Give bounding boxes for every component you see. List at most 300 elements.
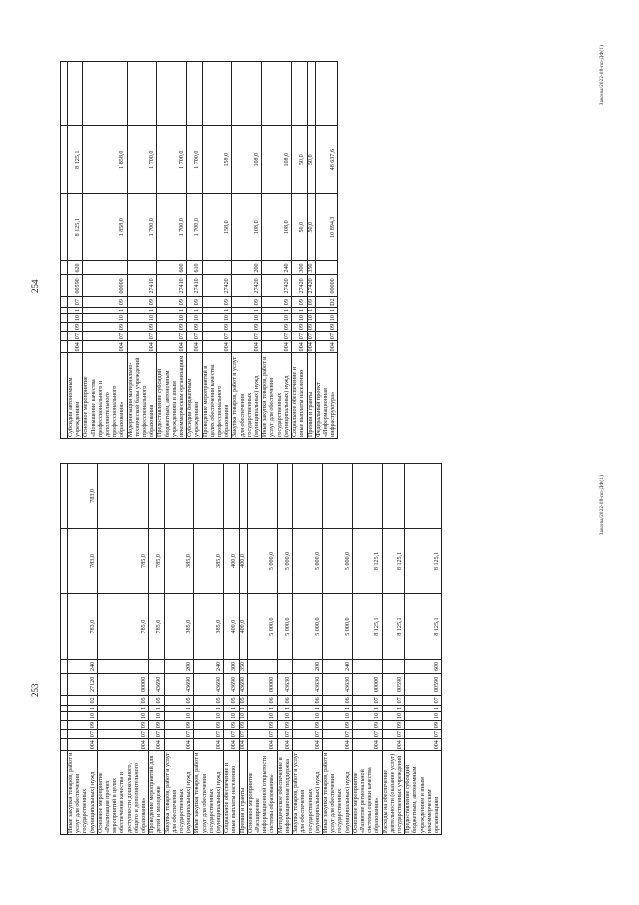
table-row bbox=[68, 62, 83, 439]
cell-p1: 10 bbox=[187, 313, 202, 322]
cell-g: 004 bbox=[97, 739, 148, 751]
cell-vr: 200 bbox=[232, 261, 262, 275]
cell-desc: Основное мероприятие «Реализация прочих мероприятий в целях обеспечения качества и доступности дошкольного, общего и дополнительного образования» bbox=[97, 751, 148, 835]
cell-desc: Социальное обеспечение и иные выплаты населению bbox=[292, 353, 307, 439]
cell-p3: D2 bbox=[315, 297, 338, 307]
cell-rz: 07 bbox=[164, 730, 194, 739]
cell-desc: Основное мероприятие «Повышение качества профессионального и дополнительного профессионального образования» bbox=[83, 353, 127, 439]
cell-b: 8 125,1 bbox=[382, 528, 405, 594]
cell-pr: 09 bbox=[202, 323, 232, 332]
cell-rz: 07 bbox=[232, 332, 262, 341]
cell-p1: 10 bbox=[293, 711, 323, 720]
cell-b: 8 125,1 bbox=[405, 528, 442, 594]
cell-vr: 200 bbox=[293, 659, 323, 673]
cell-p3: 07 bbox=[382, 695, 405, 705]
cell-rz: 07 bbox=[352, 730, 382, 739]
cell-p1: 10 bbox=[322, 711, 352, 720]
cell-vr: 200 bbox=[164, 659, 194, 673]
cell-p4: 27420 bbox=[202, 275, 232, 297]
cell-b: 50,0 bbox=[292, 126, 307, 194]
cell-g: 004 bbox=[239, 740, 246, 750]
cell-b: 50,0 bbox=[307, 126, 315, 194]
cell-rz: 07 bbox=[83, 332, 127, 341]
cell-rz: 07 bbox=[293, 730, 323, 739]
cell-p4: 27410 bbox=[157, 275, 187, 297]
cell-p1: 10 bbox=[307, 314, 314, 321]
table-row bbox=[262, 62, 292, 439]
cell-a: 785,0 bbox=[149, 594, 164, 660]
cell-g: 004 bbox=[277, 739, 292, 751]
cell-rz: 07 bbox=[307, 333, 314, 340]
cell-p2: 1 bbox=[315, 307, 338, 313]
cell-g: 004 bbox=[322, 739, 352, 751]
cell-desc: Предоставление субсидий бюджетным, автономным учреждениям и иным некоммерческим организациям bbox=[405, 751, 442, 835]
cell-rz: 07 bbox=[322, 730, 352, 739]
table-row bbox=[352, 464, 382, 835]
cell-vr bbox=[97, 659, 148, 673]
cell-c bbox=[83, 62, 127, 126]
cell-p1: 10 bbox=[262, 313, 292, 322]
cell-pr: 09 bbox=[352, 720, 382, 729]
cell-b: 400,0 bbox=[224, 528, 239, 594]
cell-desc: Федеральный проект «Информационная инфраструктура» bbox=[315, 353, 338, 439]
cell-p2: 1 bbox=[293, 705, 323, 711]
cell-p4: 00590 bbox=[68, 275, 83, 297]
cell-vr bbox=[202, 261, 232, 275]
table-row bbox=[83, 62, 127, 439]
cell-rz: 07 bbox=[187, 332, 202, 341]
right-page-number: 254 bbox=[30, 279, 40, 293]
cell-c bbox=[187, 62, 202, 126]
table-row bbox=[322, 464, 352, 835]
cell-a: 1 700,0 bbox=[157, 193, 187, 261]
cell-pr: 09 bbox=[382, 720, 405, 729]
cell-rz: 07 bbox=[157, 332, 187, 341]
cell-pr: 09 bbox=[262, 323, 292, 332]
cell-g: 004 bbox=[164, 739, 194, 751]
cell-c bbox=[232, 62, 262, 126]
cell-a: 1 700,0 bbox=[127, 193, 157, 261]
cell-p4: 43690 bbox=[239, 673, 247, 695]
cell-vr bbox=[352, 659, 382, 673]
cell-c bbox=[224, 464, 239, 529]
cell-c bbox=[149, 464, 164, 529]
cell-p3: 06 bbox=[247, 695, 277, 705]
cell-g: 004 bbox=[68, 341, 83, 353]
cell-b: 1 700,0 bbox=[157, 126, 187, 194]
cell-desc: Премии и гранты bbox=[239, 751, 247, 835]
cell-p3: 09 bbox=[187, 297, 202, 307]
cell-p3: 05 bbox=[97, 695, 148, 705]
cell-b: 108,0 bbox=[232, 126, 262, 194]
cell-p3: 09 bbox=[307, 297, 315, 307]
left-page-number: 253 bbox=[30, 683, 40, 697]
cell-a: 158,0 bbox=[202, 193, 232, 261]
cell-p2: 1 bbox=[239, 706, 246, 710]
cell-g: 004 bbox=[202, 341, 232, 353]
cell-rz: 07 bbox=[262, 332, 292, 341]
cell-vr: 350 bbox=[307, 261, 315, 275]
cell-vr bbox=[127, 261, 157, 275]
cell-pr: 09 bbox=[157, 323, 187, 332]
cell-pr: 09 bbox=[293, 720, 323, 729]
cell-desc: Иные закупки товаров, работ и услуг для обеспечения государственных (муниципальных) нужд bbox=[194, 752, 223, 833]
cell-p2: 1 bbox=[292, 307, 307, 313]
cell-g: 004 bbox=[382, 739, 405, 751]
cell-rz: 07 bbox=[247, 730, 277, 739]
cell-g: 004 bbox=[405, 739, 442, 751]
cell-vr bbox=[247, 659, 277, 673]
cell-b: 158,0 bbox=[202, 126, 232, 194]
cell-desc: Иные закупки товаров, работ и услуг для обеспечения государственных (муниципальных) нужд bbox=[262, 353, 292, 439]
cell-g: 004 bbox=[224, 739, 239, 751]
cell-p3: 05 bbox=[164, 695, 194, 705]
cell-rz: 07 bbox=[127, 332, 157, 341]
cell-b: 108,0 bbox=[262, 126, 292, 194]
cell-b: 385,0 bbox=[164, 528, 194, 594]
cell-p1: 10 bbox=[239, 712, 246, 719]
cell-b: 785,0 bbox=[97, 528, 148, 594]
cell-g: 004 bbox=[262, 341, 292, 353]
cell-a: 1 858,0 bbox=[83, 193, 127, 261]
cell-a: 8 125,1 bbox=[405, 594, 442, 660]
cell-a: 5 000,0 bbox=[277, 594, 292, 660]
cell-a: 400,0 bbox=[239, 594, 247, 660]
cell-desc: Закупка товаров, работ и услуг для обеспечения государственных (муниципальных) нужд bbox=[293, 752, 321, 833]
cell-p1: 10 bbox=[382, 711, 405, 720]
cell-c bbox=[322, 464, 352, 529]
cell-c bbox=[405, 464, 442, 529]
cell-c bbox=[293, 464, 323, 529]
cell-b: 1 700,0 bbox=[187, 126, 202, 194]
cell-g: 004 bbox=[247, 739, 277, 751]
cell-p1: 10 bbox=[277, 711, 292, 720]
cell-p1: 10 bbox=[83, 313, 127, 322]
cell-p4: 00590 bbox=[382, 673, 405, 695]
cell-a: 5 000,0 bbox=[247, 594, 277, 660]
cell-pr: 09 bbox=[277, 720, 292, 729]
left-page-footer: Законы/2022-08-пп-ДФ(1) bbox=[600, 475, 605, 535]
cell-desc: Иные закупки товаров, работ и услуг для обеспечения государственных (муниципальных) нужд bbox=[322, 752, 351, 833]
right-budget-table bbox=[60, 61, 338, 439]
table-row bbox=[164, 464, 194, 835]
cell-p2: 1 bbox=[352, 705, 382, 711]
cell-rz: 07 bbox=[97, 730, 148, 739]
cell-vr: 600 bbox=[157, 261, 187, 275]
cell-desc: Модернизация материально-технической базы учреждений профессионального образования bbox=[127, 353, 157, 439]
cell-g: 004 bbox=[68, 739, 98, 751]
cell-vr bbox=[382, 659, 405, 673]
cell-vr: 240 bbox=[194, 659, 224, 673]
cell-p1: 10 bbox=[164, 711, 194, 720]
table-row bbox=[293, 464, 323, 835]
cell-p1: 10 bbox=[149, 711, 164, 720]
cell-p2: 1 bbox=[164, 705, 194, 711]
table-row bbox=[292, 62, 307, 439]
cell-c bbox=[262, 62, 292, 126]
cell-p1: 10 bbox=[224, 711, 239, 720]
cell-p2: 1 bbox=[68, 307, 83, 313]
cell-c bbox=[127, 62, 157, 126]
cell-pr: 09 bbox=[315, 323, 338, 332]
right-page-footer: Законы/2022-08-пп-ДФ(1) bbox=[600, 45, 605, 105]
cell-p3: 07 bbox=[405, 695, 442, 705]
cell-p3: 05 bbox=[239, 697, 246, 704]
cell-vr bbox=[149, 659, 164, 673]
cell-p4: 43630 bbox=[277, 673, 292, 695]
cell-g: 004 bbox=[157, 341, 187, 353]
cell-a: 785,0 bbox=[97, 594, 148, 660]
cell-vr: 610 bbox=[187, 261, 202, 275]
cell-p4: 43690 bbox=[224, 673, 239, 695]
cell-p2: 1 bbox=[202, 307, 232, 313]
cell-p4: 43630 bbox=[322, 673, 352, 695]
cell-desc: Расходы на обеспечение деятельности (оказание услуг) государственных учреждений bbox=[382, 751, 405, 835]
cell-pr: 09 bbox=[322, 720, 352, 729]
table-row bbox=[127, 62, 157, 439]
table-row bbox=[97, 464, 148, 835]
cell-vr: 240 bbox=[262, 261, 292, 275]
cell-pr: 09 bbox=[239, 721, 246, 729]
cell-p4: 27410 bbox=[187, 275, 202, 297]
cell-p3: 05 bbox=[194, 695, 224, 705]
cell-a: 8 125,1 bbox=[352, 594, 382, 660]
cell-p1: 10 bbox=[315, 313, 338, 322]
cell-g: 004 bbox=[149, 739, 164, 751]
cell-g: 004 bbox=[315, 341, 338, 353]
table-row bbox=[405, 464, 442, 835]
cell-c bbox=[307, 62, 315, 126]
cell-p2: 1 bbox=[307, 308, 314, 312]
cell-g: 004 bbox=[292, 341, 307, 353]
cell-p2: 1 bbox=[277, 705, 292, 711]
cell-desc: Проведение мероприятий для детей и молодежи bbox=[149, 751, 164, 835]
cell-p3: 09 bbox=[262, 297, 292, 307]
cell-a: 1 700,0 bbox=[187, 193, 202, 261]
cell-g: 004 bbox=[293, 739, 323, 751]
cell-vr: 240 bbox=[68, 659, 98, 673]
cell-p2: 1 bbox=[187, 307, 202, 313]
cell-g: 004 bbox=[232, 341, 262, 353]
cell-vr bbox=[83, 261, 127, 275]
cell-pr: 09 bbox=[68, 323, 83, 332]
cell-p4: 00000 bbox=[83, 275, 127, 297]
cell-p1: 10 bbox=[232, 313, 262, 322]
table-row bbox=[307, 62, 315, 439]
cell-desc: Закупка товаров, работ и услуг для обеспечения государственных (муниципальных) нужд bbox=[164, 752, 193, 833]
cell-c bbox=[292, 62, 307, 126]
left-budget-table bbox=[60, 463, 442, 835]
cell-p1: 10 bbox=[157, 313, 187, 322]
cell-c bbox=[277, 464, 292, 529]
cell-a: 400,0 bbox=[224, 594, 239, 660]
cell-p2: 1 bbox=[68, 705, 98, 711]
cell-p4: 27420 bbox=[262, 275, 292, 297]
cell-p1: 10 bbox=[202, 313, 232, 322]
cell-p2: 1 bbox=[194, 705, 224, 711]
cell-desc: Основное мероприятие «Развитие региональной системы оценки качества образования» bbox=[352, 751, 382, 835]
cell-pr: 09 bbox=[68, 720, 98, 729]
cell-g: 004 bbox=[352, 739, 382, 751]
cell-p3: 09 bbox=[232, 297, 262, 307]
cell-g: 004 bbox=[187, 341, 202, 353]
cell-b: 385,0 bbox=[194, 528, 224, 594]
cell-b: 48 637,6 bbox=[315, 126, 338, 194]
cell-a: 8 125,1 bbox=[68, 193, 83, 261]
table-row bbox=[239, 464, 247, 835]
table-row bbox=[224, 464, 239, 835]
cell-pr: 09 bbox=[247, 720, 277, 729]
cell-a: 108,0 bbox=[232, 193, 262, 261]
cell-rz: 07 bbox=[382, 730, 405, 739]
cell-vr: 300 bbox=[224, 659, 239, 673]
table-row bbox=[149, 464, 164, 835]
cell-p3: 09 bbox=[127, 297, 157, 307]
cell-c bbox=[239, 464, 247, 529]
table-row bbox=[247, 464, 277, 835]
cell-g: 004 bbox=[83, 341, 127, 353]
cell-b: 5 000,0 bbox=[293, 528, 323, 594]
cell-p4: 00000 bbox=[315, 275, 338, 297]
cell-b: 785,0 bbox=[149, 528, 164, 594]
cell-desc: Социальное обеспечение и иные выплаты населению bbox=[224, 751, 239, 835]
cell-a: 10 894,3 bbox=[315, 193, 338, 261]
cell-p2: 1 bbox=[262, 307, 292, 313]
cell-p4: 27410 bbox=[127, 275, 157, 297]
table-row bbox=[202, 62, 232, 439]
cell-pr: 09 bbox=[149, 720, 164, 729]
cell-desc: Методическое обеспечение и информационная поддержка bbox=[277, 751, 292, 835]
cell-p2: 1 bbox=[405, 705, 442, 711]
cell-pr: 09 bbox=[307, 324, 314, 331]
cell-b: 8 125,1 bbox=[68, 126, 83, 194]
cell-desc: Премии и гранты bbox=[307, 353, 315, 439]
cell-p1: 10 bbox=[405, 711, 442, 720]
cell-p3: 09 bbox=[292, 297, 307, 307]
cell-c bbox=[202, 62, 232, 126]
cell-vr: 300 bbox=[292, 261, 307, 275]
cell-rz: 07 bbox=[224, 730, 239, 739]
cell-p2: 1 bbox=[157, 307, 187, 313]
cell-pr: 09 bbox=[194, 720, 224, 729]
cell-p3: 06 bbox=[322, 695, 352, 705]
cell-a: 385,0 bbox=[164, 594, 194, 660]
cell-c bbox=[194, 464, 224, 529]
cell-a: 108,0 bbox=[262, 193, 292, 261]
cell-c bbox=[352, 464, 382, 529]
cell-rz: 07 bbox=[277, 730, 292, 739]
table-row bbox=[68, 464, 98, 835]
cell-pr: 09 bbox=[405, 720, 442, 729]
cell-desc: Закупка товаров, работ и услуг для обеспечения государственных (муниципальных) нужд bbox=[232, 353, 262, 439]
cell-pr: 09 bbox=[292, 323, 307, 332]
table-row bbox=[232, 62, 262, 439]
cell-b: 783,0 bbox=[68, 528, 98, 594]
cell-p4: 00000 bbox=[97, 673, 148, 695]
table-row bbox=[157, 62, 187, 439]
cell-rz: 07 bbox=[315, 332, 338, 341]
cell-desc: Предоставление субсидий бюджетным, автономным учреждениям и иным некоммерческим организациям bbox=[157, 353, 187, 439]
cell-c bbox=[157, 62, 187, 126]
cell-pr: 09 bbox=[127, 323, 157, 332]
cell-b: 5 000,0 bbox=[277, 528, 292, 594]
cell-a: 385,0 bbox=[194, 594, 224, 660]
cell-b: 1 700,0 bbox=[127, 126, 157, 194]
cell-c bbox=[97, 464, 148, 529]
cell-rz: 07 bbox=[202, 332, 232, 341]
table-row bbox=[187, 62, 202, 439]
cell-rz: 07 bbox=[194, 730, 224, 739]
cell-p1: 10 bbox=[97, 711, 148, 720]
cell-p1: 10 bbox=[194, 711, 224, 720]
cell-b: 5 000,0 bbox=[247, 528, 277, 594]
cell-vr: 600 bbox=[405, 659, 442, 673]
cell-a: 50,0 bbox=[292, 193, 307, 261]
cell-p4: 43690 bbox=[164, 673, 194, 695]
cell-rz: 07 bbox=[68, 332, 83, 341]
cell-p3: 09 bbox=[83, 297, 127, 307]
cell-pr: 09 bbox=[164, 720, 194, 729]
cell-c bbox=[164, 464, 194, 529]
table-row bbox=[382, 464, 405, 835]
cell-p3: 09 bbox=[157, 297, 187, 307]
cell-g: 004 bbox=[127, 341, 157, 353]
cell-c bbox=[382, 464, 405, 529]
cell-rz: 07 bbox=[239, 731, 246, 738]
cell-desc: Субсидии автономным учреждениям bbox=[68, 353, 83, 439]
cell-rz: 07 bbox=[68, 730, 98, 739]
cell-p2: 1 bbox=[247, 705, 277, 711]
cell-p2: 1 bbox=[127, 307, 157, 313]
cell-p1: 10 bbox=[68, 711, 98, 720]
cell-p1: 10 bbox=[247, 711, 277, 720]
cell-p4: 27420 bbox=[307, 275, 315, 297]
cell-pr: 09 bbox=[224, 720, 239, 729]
cell-g: 004 bbox=[307, 342, 314, 352]
cell-p1: 10 bbox=[68, 313, 83, 322]
cell-a: 50,0 bbox=[307, 193, 315, 261]
cell-c bbox=[68, 62, 83, 126]
cell-p4: 27420 bbox=[292, 275, 307, 297]
cell-p2: 1 bbox=[97, 705, 148, 711]
cell-p4: 43690 bbox=[194, 673, 224, 695]
table-row bbox=[194, 464, 224, 835]
cell-p2: 1 bbox=[382, 705, 405, 711]
cell-p1: 10 bbox=[292, 313, 307, 322]
cell-p3: 09 bbox=[202, 297, 232, 307]
cell-g: 004 bbox=[194, 739, 224, 751]
cell-p3: 05 bbox=[224, 695, 239, 705]
cell-c bbox=[247, 464, 277, 529]
cell-vr: 350 bbox=[239, 659, 247, 673]
cell-p4: 43630 bbox=[293, 673, 323, 695]
cell-rz: 07 bbox=[149, 730, 164, 739]
cell-p2: 1 bbox=[232, 307, 262, 313]
cell-pr: 09 bbox=[97, 720, 148, 729]
cell-desc: Иные закупки товаров, работ и услуг для обеспечения государственных (муниципальных) нужд bbox=[68, 752, 96, 833]
cell-vr bbox=[315, 261, 338, 275]
cell-desc: Субсидии бюджетным учреждениям bbox=[187, 353, 202, 439]
cell-p2: 1 bbox=[322, 705, 352, 711]
cell-rz: 07 bbox=[292, 332, 307, 341]
cell-b: 5 000,0 bbox=[322, 528, 352, 594]
cell-b: 8 125,1 bbox=[352, 528, 382, 594]
cell-p3: 02 bbox=[68, 695, 98, 705]
cell-c: 783,0 bbox=[68, 464, 98, 529]
cell-p4: 00000 bbox=[352, 673, 382, 695]
cell-p3: 07 bbox=[352, 695, 382, 705]
cell-p2: 1 bbox=[83, 307, 127, 313]
